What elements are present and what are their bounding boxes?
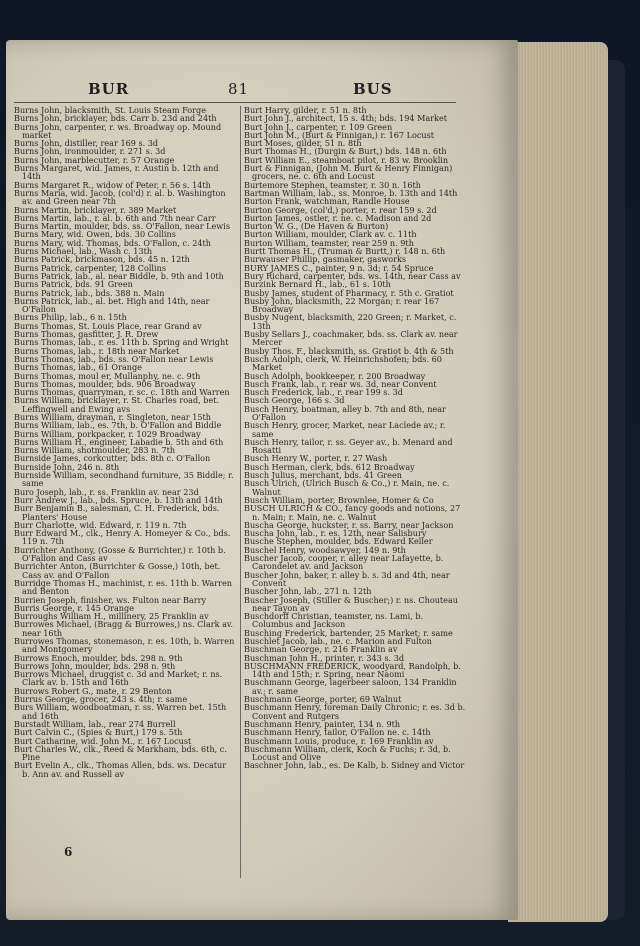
- directory-entry: Burris George, r. 145 Orange: [14, 602, 134, 613]
- directory-entry: Buschlet Jacob, lab., ne. c. Marion and Fulton: [244, 636, 432, 646]
- directory-entry: Busch George, 166 s. 3d: [244, 395, 345, 406]
- directory-entry: Burns Mary, wid. Thomas, bds. O'Fallon, c. 24th: [14, 237, 211, 248]
- directory-entry: Burwauser Phillip, gasmaker, gasworks: [244, 254, 407, 265]
- directory-entry: Burt Evelin A., clk., Thomas Allen, bds. ws. Decatur b. Ann av. and Russell av: [14, 760, 227, 779]
- directory-entry: Burns Patrick, lab., bds. 388 n. Main: [14, 287, 165, 298]
- directory-entry: Burns William, porkpacker, r. 1029 Broadway: [14, 428, 201, 439]
- directory-entry: Burt Harry, gilder, r. 51 n. 8th: [244, 106, 367, 115]
- header-left-word: BUR: [88, 80, 130, 98]
- directory-entry: Buscher Joseph, (Stiller & Buscher;) r. ns. Chouteau near Tayon av: [244, 594, 459, 613]
- directory-entry: Buschmann George, porter, 69 Walnut: [244, 694, 402, 705]
- directory-entry: Burns William, lab., es. 7th, b. O'Fallon and Biddle: [14, 420, 222, 431]
- directory-entry: Busch Henry, tailor, r. ss. Geyer av., b. Menard and Rosatti: [244, 436, 453, 456]
- directory-entry: Burns William, shotmoulder, 283 n. 7th: [14, 445, 176, 456]
- directory-entry: Buscher John, baker, r. alley b. s. 3d and 4th, near Convent: [244, 569, 450, 588]
- directory-entry: Burns Thomas, lab., bds. ss. O'Fallon near Lewis: [14, 353, 214, 364]
- directory-entry: Burt & Finnigan, (John M. Burt & Henry Finnigan) grocers, ne. c. 6th and Locust: [244, 163, 453, 182]
- directory-entry: Burns Thomas, moul er, Mullanphy, ne. c. 9th: [14, 370, 201, 381]
- directory-entry: Burns John, blacksmith, St. Louis Steam Forge: [14, 106, 206, 115]
- directory-entry: Burns Patrick, brickmason, bds. 45 n. 12th: [14, 254, 190, 265]
- directory-entry: Burr Andrew J., lab., bds. Spruce, b. 13th and 14th: [14, 494, 223, 505]
- directory-entry: Buschmann William, clerk, Koch & Fuchs; r. 3d, b. Locust and Olive: [244, 743, 451, 763]
- directory-entry: Busch Adolph, clerk, W. Heinrichshofen; bds. 60 Market: [244, 353, 442, 373]
- directory-entry: Buscher Jacob, cooper, r. alley near Lafayette, b. Carondelet av. and Jackson: [244, 553, 444, 572]
- directory-entry: Burs William, woodboatman, r. ss. Warren bet. 15th and 16th: [14, 702, 227, 721]
- page-edges: [508, 42, 608, 922]
- directory-entry: Burt William E., steamboat pilot, r. 83 w. Brooklin: [244, 154, 449, 165]
- directory-entry: Burt John J., carpenter, r. 109 Green: [244, 121, 393, 132]
- directory-entry: Burns William, bricklayer, r. St. Charles road, bet. Leffingwell and Ewing avs: [14, 395, 220, 414]
- directory-entry: Burns John, bricklayer, bds. Carr b. 23d and 24th: [14, 113, 217, 124]
- column-divider: [240, 106, 241, 878]
- directory-columns: [14, 106, 474, 896]
- directory-entry: Burridge Thomas H., machinist, r. es. 11th b. Warren and Benton: [14, 577, 232, 597]
- directory-entry: Burns John, ironmoulder, r. 271 s. 3d: [14, 146, 166, 157]
- directory-entry: Burton William, teamster, rear 259 n. 9th: [244, 237, 414, 248]
- directory-entry: Buschman George, r. 216 Franklin av: [244, 644, 398, 655]
- header-right-word: BUS: [353, 80, 393, 98]
- directory-entry: Burt Moses, gilder, 51 n. 8th: [244, 138, 362, 149]
- directory-entry: Burr Edward M., clk., Henry A. Homeyer & Co., bds. 119 n. 7th: [14, 528, 231, 547]
- directory-entry: Bury Richard, carpenter, bds. ws. 14th, near Cass av: [244, 270, 461, 281]
- directory-entry: Busch Herman, clerk, bds. 612 Broadway: [244, 461, 415, 472]
- directory-entry: Burstadt William, lab., rear 274 Burrell: [14, 718, 176, 729]
- directory-entry: Buscha John, lab., r. es. 12th, near Salisbury: [244, 528, 427, 539]
- directory-entry: BUSCH ULRICH & CO., fancy goods and notions, 27 n. Main; r. Main, ne. c. Walnut: [244, 503, 461, 522]
- directory-entry: Buschman John H., printer, r. 343 s. 3d: [244, 652, 405, 663]
- directory-entry: Busby John, blacksmith, 22 Morgan; r. rear 167 Broadway: [244, 295, 440, 315]
- directory-entry: Burrus George, grocer, 243 s. 4th; r. same: [14, 694, 188, 705]
- directory-entry: Busby Thos. F., blacksmith, ss. Gratiot b. 4th & 5th: [244, 345, 454, 356]
- page-header: [6, 80, 518, 104]
- directory-entry: Burns John, carpenter, r. ws. Broadway op. Mound market: [14, 121, 222, 140]
- directory-entry: Burns William, drayman, r. Singleton, near 15th: [14, 411, 211, 422]
- directory-entry: Busby Sellars J., coachmaker, bds. ss. Clark av. near Mercer: [244, 329, 458, 348]
- directory-entry: Burns Mary, wid. Owen, bds. 30 Collins: [14, 229, 176, 240]
- directory-entry: Burnside William, secondhand furniture, 35 Biddle; r. same: [14, 470, 234, 489]
- directory-entry: Busche Stephen, moulder, bds. Edward Keller: [244, 536, 433, 547]
- directory-entry: Burns Patrick, carpenter, 128 Collins: [14, 262, 166, 273]
- directory-entry: Burton William, moulder, Clark av. c. 11th: [244, 229, 417, 240]
- directory-entry: Busby James, student of Pharmacy, r. 5th c. Gratiot: [244, 287, 454, 298]
- directory-entry: Burrows Michael, druggist c. 3d and Market; r. ns. Clark av. b. 15th and 16th: [14, 669, 223, 688]
- directory-entry: Burns John, marblecutter, r. 57 Orange: [14, 154, 175, 165]
- directory-entry: Burns Thomas, lab., r. es. 11th b. Spring and Wright: [14, 337, 229, 348]
- directory-entry: Burton W. G., (De Haven & Burton): [244, 221, 389, 232]
- directory-entry: Burns Thomas, moulder, bds. 906 Broadway: [14, 378, 196, 389]
- directory-entry: Burton Frank, watchman, Randle House: [244, 196, 410, 207]
- directory-entry: Bartman William, lab., ss. Monroe, b. 13th and 14th: [244, 187, 458, 198]
- directory-entry: Burns Thomas, St. Louis Place, rear Grand av: [14, 320, 202, 331]
- directory-entry: Burton James, ostler, r. ne. c. Madison and 2d: [244, 212, 432, 223]
- directory-entry: Buscha George, huckster, r. ss. Barry, near Jackson: [244, 519, 454, 530]
- directory-entry: Burroughs William H., millinery, 25 Franklin av: [14, 611, 209, 622]
- directory-entry: Burns Patrick, bds. 91 Green: [14, 279, 133, 290]
- directory-entry: Buschmann Louis, produce, r. 169 Franklin av: [244, 735, 434, 746]
- directory-entry: Buro Joseph, lab., r. ss. Franklin av. near 23d: [14, 486, 199, 497]
- directory-entry: BURY JAMES C., painter, 9 n. 3d; r. 54 Spruce: [244, 262, 434, 273]
- directory-entry: Burns William H., engineer, Labadie b. 5th and 6th: [14, 436, 224, 447]
- directory-entry: Burnside John, 246 n. 8th: [14, 461, 120, 472]
- directory-entry: Burtemore Stephen, teamster, r. 30 n. 16th: [244, 179, 421, 190]
- right-column: [244, 106, 466, 886]
- directory-entry: Busch Adolph, bookkeeper, r. 200 Broadway: [244, 370, 426, 381]
- directory-entry: Burrichter Anthony, (Gosse & Burrichter,) r. 10th b. O'Fallon and Cass av: [14, 544, 226, 564]
- directory-entry: Buschdorff Christian, teamster, ns. Lami, b. Columbus and Jackson: [244, 611, 424, 630]
- directory-entry: Burrows Robert G., mate, r. 29 Benton: [14, 685, 172, 696]
- directory-entry: Burns Patrick, lab., al. bet. High and 14th, near O'Fallon: [14, 295, 210, 315]
- directory-entry: Burt Charles W., clk., Reed & Markham, bds. 6th, c. Pine: [14, 743, 227, 763]
- directory-entry: Burrowes Michael, (Bragg & Burrowes,) ns. Clark av. near 16th: [14, 619, 234, 638]
- directory-entry: Burns Thomas, gasfitter, J. R. Drew: [14, 329, 159, 340]
- header-rule: [14, 102, 456, 103]
- directory-entry: Busch Frank, lab., r. rear ws. 3d, near Convent: [244, 378, 437, 389]
- directory-entry: Busch Henry, boatman, alley b. 7th and 8th, near O'Fallon: [244, 403, 446, 422]
- directory-entry: Burns Thomas, lab., 61 Orange: [14, 362, 142, 373]
- directory-entry: Burtt Thomas H., (Truman & Burtt,) r. 148 n. 6th: [244, 246, 446, 257]
- directory-entry: Burns Thomas, quarryman, r. sc. c. 18th and Warren: [14, 387, 230, 398]
- directory-entry: Buschmann Henry, painter, 134 n. 9th: [244, 718, 401, 729]
- directory-entry: BUSCHMANN FREDERICK, woodyard, Randolph, b. 14th and 15th; r. Spring, near Naomi: [244, 660, 461, 680]
- directory-entry: Burns Thomas, lab., r. 18th near Market: [14, 345, 180, 356]
- directory-entry: Buschmann George, lagerbeer saloon, 134 Franklin av.; r. same: [244, 677, 457, 696]
- directory-entry: Buschmann Henry, foreman Daily Chronic; r. es. 3d b. Convent and Rutgers: [244, 702, 466, 721]
- directory-entry: Buschel Henry, woodsawyer, 149 n. 9th: [244, 544, 406, 555]
- directory-entry: Burt John J., architect, 15 s. 4th; bds. 194 Market: [244, 113, 448, 124]
- directory-entry: Burns Martin, lab., r. al. b. 6th and 7th near Carr: [14, 212, 216, 223]
- directory-entry: Burns Martin, moulder, bds. ss. O'Fallon, near Lewis: [14, 221, 230, 232]
- directory-entry: Burns Michael, lab., Wash c. 13th: [14, 246, 153, 257]
- directory-entry: Burrichter Anton, (Burrichter & Gosse,) 10th, bet. Cass av. and O'Fallon: [14, 561, 221, 580]
- directory-entry: Burns Philip, lab., 6 n. 15th: [14, 312, 127, 323]
- directory-entry: Busby Nugent, blacksmith, 220 Green; r. Market, c. 13th: [244, 312, 457, 331]
- directory-entry: Buscher John, lab., 271 n. 12th: [244, 586, 372, 597]
- directory-entry: Burt Catharine, wid. John M., r. 167 Locust: [14, 735, 192, 746]
- directory-entry: Burns John, distiller, rear 169 s. 3d: [14, 138, 159, 149]
- directory-entry: Burrien Joseph, finisher, ws. Fulton near Barry: [14, 594, 207, 605]
- directory-entry: Busch Frederick, lab., r. rear 199 s. 3d: [244, 387, 403, 398]
- directory-entry: Busch Henry, grocer, Market, near Laclede av.; r. same: [244, 420, 446, 439]
- directory-entry: Busch William, porter, Brownlee, Homer & Co: [244, 494, 434, 505]
- directory-entry: Burrows Enoch, moulder, bds. 298 n. 9th: [14, 652, 183, 663]
- directory-entry: Burrowes Thomas, stonemason, r. es. 10th, b. Warren and Montgomery: [14, 636, 235, 655]
- directory-entry: Busching Frederick, bartender, 25 Market; r. same: [244, 627, 453, 638]
- directory-entry: Burrows John, moulder, bds. 298 n. 9th: [14, 660, 176, 671]
- directory-entry: Burt John M., (Burt & Finnigan,) r. 167 Locust: [244, 129, 435, 140]
- directory-entry: Burnside James, corkcutter, bds. 8th c. O'Fallon: [14, 453, 211, 464]
- signature-mark: 6: [64, 845, 73, 859]
- directory-entry: Burns Maria, wid. Jacob, (col'd) r. al. b. Washington av. and Green near 7th: [14, 187, 226, 207]
- directory-entry: Buschmann Henry, tailor, O'Fallon ne. c. 14th: [244, 727, 431, 738]
- left-column: [14, 106, 236, 886]
- directory-entry: Burr Benjamin B., salesman, C. H. Frederick, bds. Planters' House: [14, 503, 220, 522]
- directory-entry: Burt Calvin C., (Spies & Burt,) 179 s. 5th: [14, 727, 183, 738]
- directory-entry: Busch Henry W., porter, r. 27 Wash: [244, 453, 388, 464]
- directory-entry: Burt Thomas H., (Durgin & Burt,) bds. 148 n. 6th: [244, 146, 447, 157]
- directory-entry: Baschner John, lab., es. De Kalb, b. Sidney and Victor: [244, 760, 465, 771]
- directory-entry: Burns Martin, bricklayer, r. 389 Market: [14, 204, 177, 215]
- directory-entry: Busch Julius, merchant, bds. 41 Green: [244, 470, 402, 481]
- page-number: 81: [228, 80, 250, 98]
- directory-entry: Burton George, (col'd,) porter, r. rear 159 s. 2d: [244, 204, 437, 215]
- directory-page: [6, 40, 518, 920]
- directory-entry: Burr Charlotte, wid. Edward, r. 119 n. 7th: [14, 519, 187, 530]
- directory-entry: Burzink Bernard H., lab., 61 s. 10th: [244, 279, 391, 290]
- directory-entry: Burns Margaret R., widow of Peter, r. 56 s. 14th: [14, 179, 211, 190]
- directory-entry: Burns Margaret, wid. James, r. Austin b. 12th and 14th: [14, 163, 219, 182]
- directory-entry: Burns Patrick, lab., al. near Biddle, b. 9th and 10th: [14, 270, 224, 281]
- directory-entry: Busch Ulrich, (Ulrich Busch & Co.,) r. Main, ne. c. Walnut: [244, 478, 450, 497]
